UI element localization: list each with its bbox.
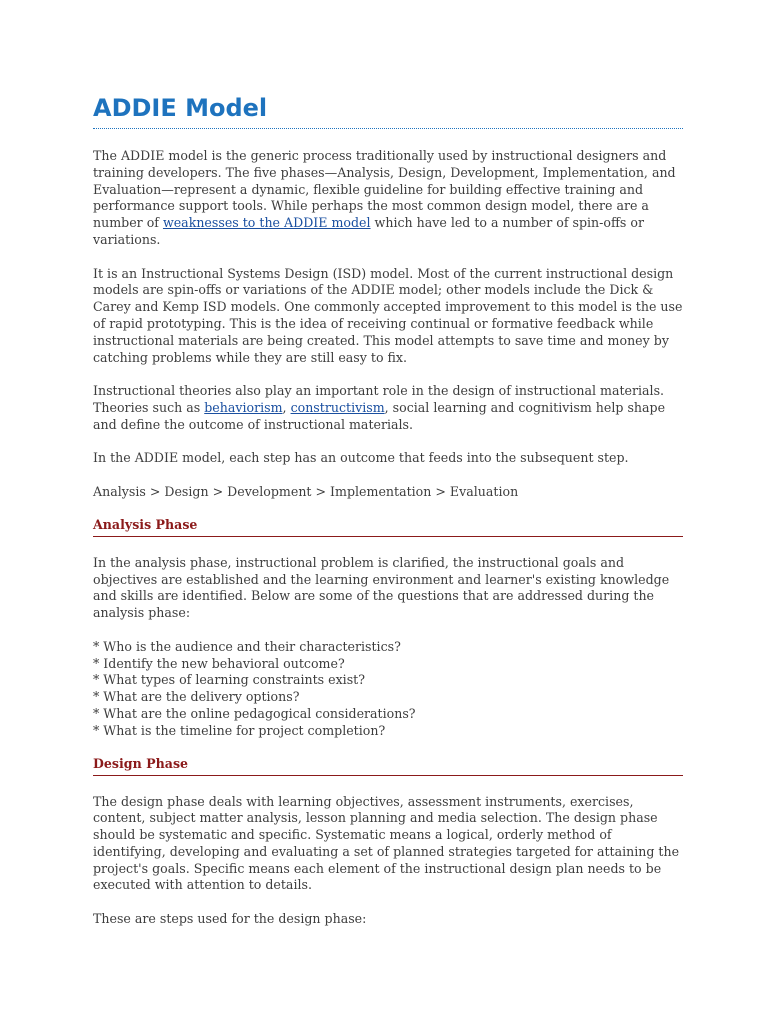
article-body bbox=[93, 92, 683, 928]
constructivism-link[interactable]: constructivism bbox=[290, 399, 385, 415]
page-title: ADDIE Model bbox=[93, 92, 683, 129]
intro-p3-text-before: Instructional theories also play an important role in the design of instructional materials. Theories such as bbox=[93, 383, 665, 415]
list-item: * Identify the new behavioral outcome? bbox=[93, 655, 345, 671]
behaviorism-link[interactable]: behaviorism bbox=[204, 399, 283, 415]
analysis-paragraph: In the analysis phase, instructional problem is clarified, the instructional goals and objectives are established and the learning environment and learner's existing knowledge and skills are identified. Below are some of the questions that are addressed during the analysis phase: bbox=[93, 554, 670, 621]
intro-paragraph-1 bbox=[93, 148, 683, 249]
phase-sequence: Analysis > Design > Development > Implementation > Evaluation bbox=[93, 483, 519, 499]
intro-paragraph-3 bbox=[93, 383, 683, 433]
weaknesses-link[interactable]: weaknesses to the ADDIE model bbox=[162, 215, 371, 231]
list-item: * What types of learning constraints exist? bbox=[93, 672, 365, 688]
design-phase-heading: Design Phase bbox=[93, 756, 683, 776]
intro-p1-text-before: The ADDIE model is the generic process traditionally used by instructional designers and training developers. The five phases—Analysis, Design, Development, Implementation, and Evaluation—represent a dynamic, flexible guideline for building effective training and performance support tools. While perhaps the most common design model, there are a number of bbox=[93, 148, 676, 231]
list-item: * What are the delivery options? bbox=[93, 689, 300, 705]
intro-paragraph-4: In the ADDIE model, each step has an outcome that feeds into the subsequent step. bbox=[93, 450, 629, 466]
analysis-questions-list bbox=[93, 639, 683, 740]
list-item: * What is the timeline for project completion? bbox=[93, 722, 386, 738]
intro-p3-separator: , bbox=[282, 399, 291, 415]
list-item: * What are the online pedagogical considerations? bbox=[93, 705, 416, 721]
list-item: * Who is the audience and their characteristics? bbox=[93, 638, 401, 654]
design-paragraph: The design phase deals with learning objectives, assessment instruments, exercises, content, subject matter analysis, lesson planning and media selection. The design phase should be systematic and specific. Systematic means a logical, orderly method of identifying, developing and evaluating a set of planned strategies targeted for attaining the project's goals. Specific means each element of the instructional design plan needs to be executed with attention to details. bbox=[93, 793, 680, 893]
analysis-phase-heading: Analysis Phase bbox=[93, 517, 683, 537]
design-steps-intro: These are steps used for the design phase: bbox=[93, 911, 367, 927]
intro-paragraph-2: It is an Instructional Systems Design (ISD) model. Most of the current instructional design models are spin-offs or variations of the ADDIE model; other models include the Dick & Carey and Kemp ISD models. One commonly accepted improvement to this model is the use of rapid prototyping. This is the idea of receiving continual or formative feedback while instructional materials are being created. This model attempts to save time and money by catching problems while they are still easy to fix. bbox=[93, 265, 683, 365]
intro-p3-text-after: , social learning and cognitivism help shape and define the outcome of instructional materials. bbox=[93, 399, 666, 432]
intro-p1-text-after: which have led to a number of spin-offs or variations. bbox=[93, 215, 644, 247]
